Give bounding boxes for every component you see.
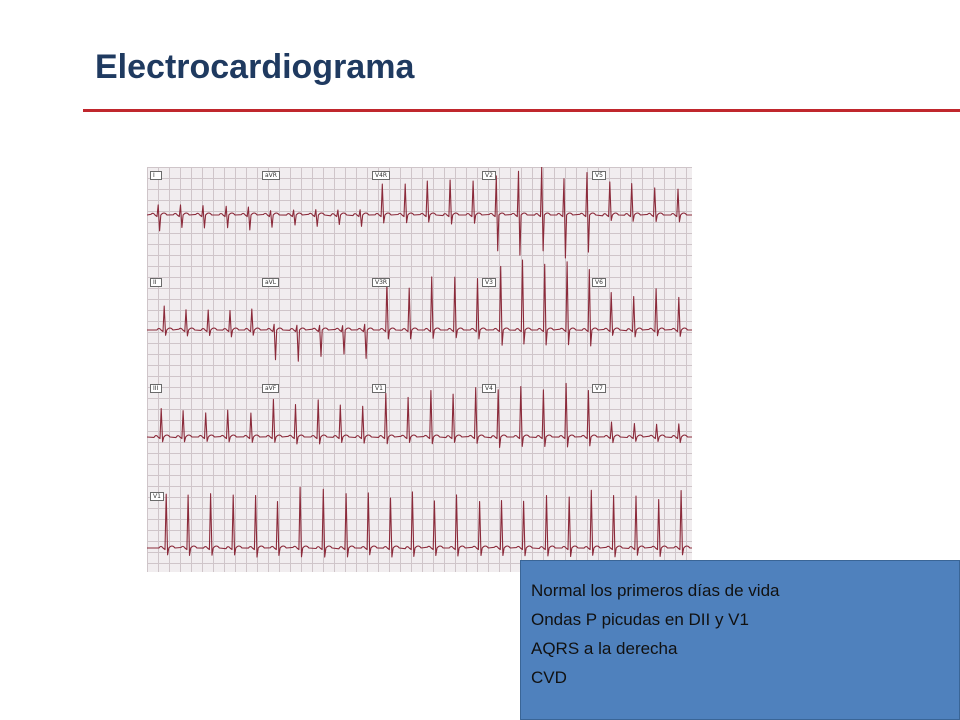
notes-text <box>531 576 951 692</box>
ecg-trace-row-4 <box>147 487 692 557</box>
lead-label: V1 <box>150 492 164 501</box>
notes-box <box>520 560 960 720</box>
lead-label: V2 <box>482 171 496 180</box>
ecg-trace-row-1 <box>147 167 692 258</box>
lead-label: V5 <box>592 171 606 180</box>
lead-label: V7 <box>592 384 606 393</box>
lead-label: V4 <box>482 384 496 393</box>
lead-label: aVR <box>262 171 280 180</box>
lead-label: III <box>150 384 162 393</box>
ecg-traces <box>147 167 692 572</box>
ecg-trace-row-2 <box>147 260 692 361</box>
lead-label: II <box>150 278 162 287</box>
note-line: Normal los primeros días de vida <box>531 581 780 600</box>
note-line: AQRS a la derecha <box>531 639 678 658</box>
note-line: Ondas P picudas en DII y V1 <box>531 610 749 629</box>
lead-label: V4R <box>372 171 390 180</box>
lead-label: I <box>150 171 162 180</box>
lead-label: V3R <box>372 278 390 287</box>
ecg-trace-row-3 <box>147 383 692 447</box>
note-line: CVD <box>531 668 567 687</box>
lead-label: V3 <box>482 278 496 287</box>
lead-label: V1 <box>372 384 386 393</box>
title-underline <box>83 109 960 112</box>
lead-label: V6 <box>592 278 606 287</box>
slide-title: Electrocardiograma <box>95 48 415 86</box>
lead-label: aVL <box>262 278 279 287</box>
ecg-image <box>147 167 692 572</box>
lead-label: aVF <box>262 384 279 393</box>
